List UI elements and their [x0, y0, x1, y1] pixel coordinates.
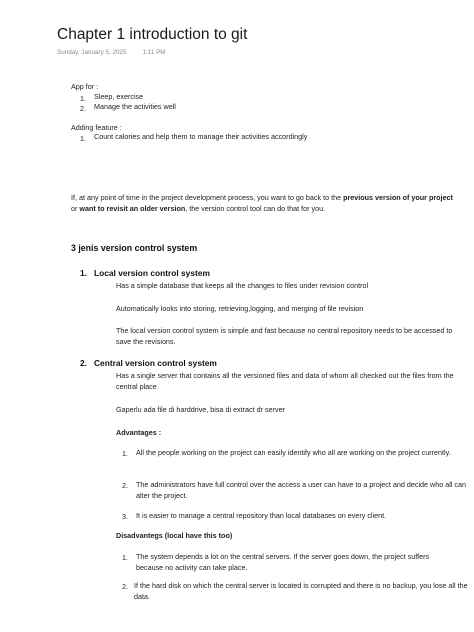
note-date: Sunday, January 5, 2025 — [57, 49, 127, 56]
central-vcs-title: Central version control system — [94, 358, 217, 368]
list-number: 2. — [122, 582, 128, 591]
central-vcs-desc: Gaperlu ada file di harddrive, bisa di extract dr server — [116, 405, 285, 414]
local-vcs-desc: Has a simple database that keeps all the changes to files under revision control — [116, 281, 369, 290]
list-item: Count calories and help them to manage their activities accordingly — [94, 132, 308, 141]
note-timestamp — [57, 49, 166, 56]
note-time: 1:11 PM — [142, 49, 166, 56]
central-vcs-desc: Has a single server that contains all the versioned files and data of whom all checked out the files from the central place — [116, 371, 454, 391]
local-vcs-desc: Automatically looks into storing, retrieving,logging, and merging of file revision — [116, 304, 364, 313]
disadvantage-item: The system depends a lot on the central servers. If the server goes down, the project suffers because no activity can take place. — [136, 552, 430, 572]
list-number: 1. — [80, 268, 87, 278]
local-vcs-title: Local version control system — [94, 268, 210, 278]
adding-feature-heading: Adding feature : — [71, 123, 122, 132]
disadvantage-item: If the hard disk on which the central server is located is corrupted and there is no backup, you lose all the data. — [134, 581, 468, 601]
list-number: 1. — [80, 134, 86, 143]
intro-paragraph: If, at any point of time in the project development process, you want to go back to the previous version of your project or want to revisit an older version, the version control tool can do that for you. — [71, 193, 453, 213]
app-for-heading: App for : — [71, 82, 99, 91]
section-heading: 3 jenis version control system — [71, 243, 198, 253]
list-number: 2. — [80, 358, 87, 368]
advantages-heading: Advantages : — [116, 428, 162, 437]
list-number: 1. — [122, 449, 128, 458]
list-number: 2. — [122, 481, 128, 490]
list-item: Manage the activities well — [94, 102, 176, 111]
list-number: 3. — [122, 512, 128, 521]
advantage-item: It is easier to manage a central repository than local databases on every client. — [136, 511, 387, 520]
page-title: Chapter 1 introduction to git — [57, 26, 248, 43]
advantage-item: All the people working on the project can easily identify who all are working on the project currently. — [136, 448, 451, 457]
list-number: 1. — [122, 553, 128, 562]
local-vcs-desc: The local version control system is simple and fast because no central repository needs to be accessed to save the revisions. — [116, 326, 453, 346]
list-item: Sleep, exercise — [94, 92, 144, 101]
list-number: 1. — [80, 94, 86, 103]
advantage-item: The administrators have full control over the access a user can have to a project and decide who all can alter the project. — [136, 480, 467, 500]
disadvantages-heading: Disadvantegs (local have this too) — [116, 531, 233, 540]
list-number: 2. — [80, 104, 86, 113]
